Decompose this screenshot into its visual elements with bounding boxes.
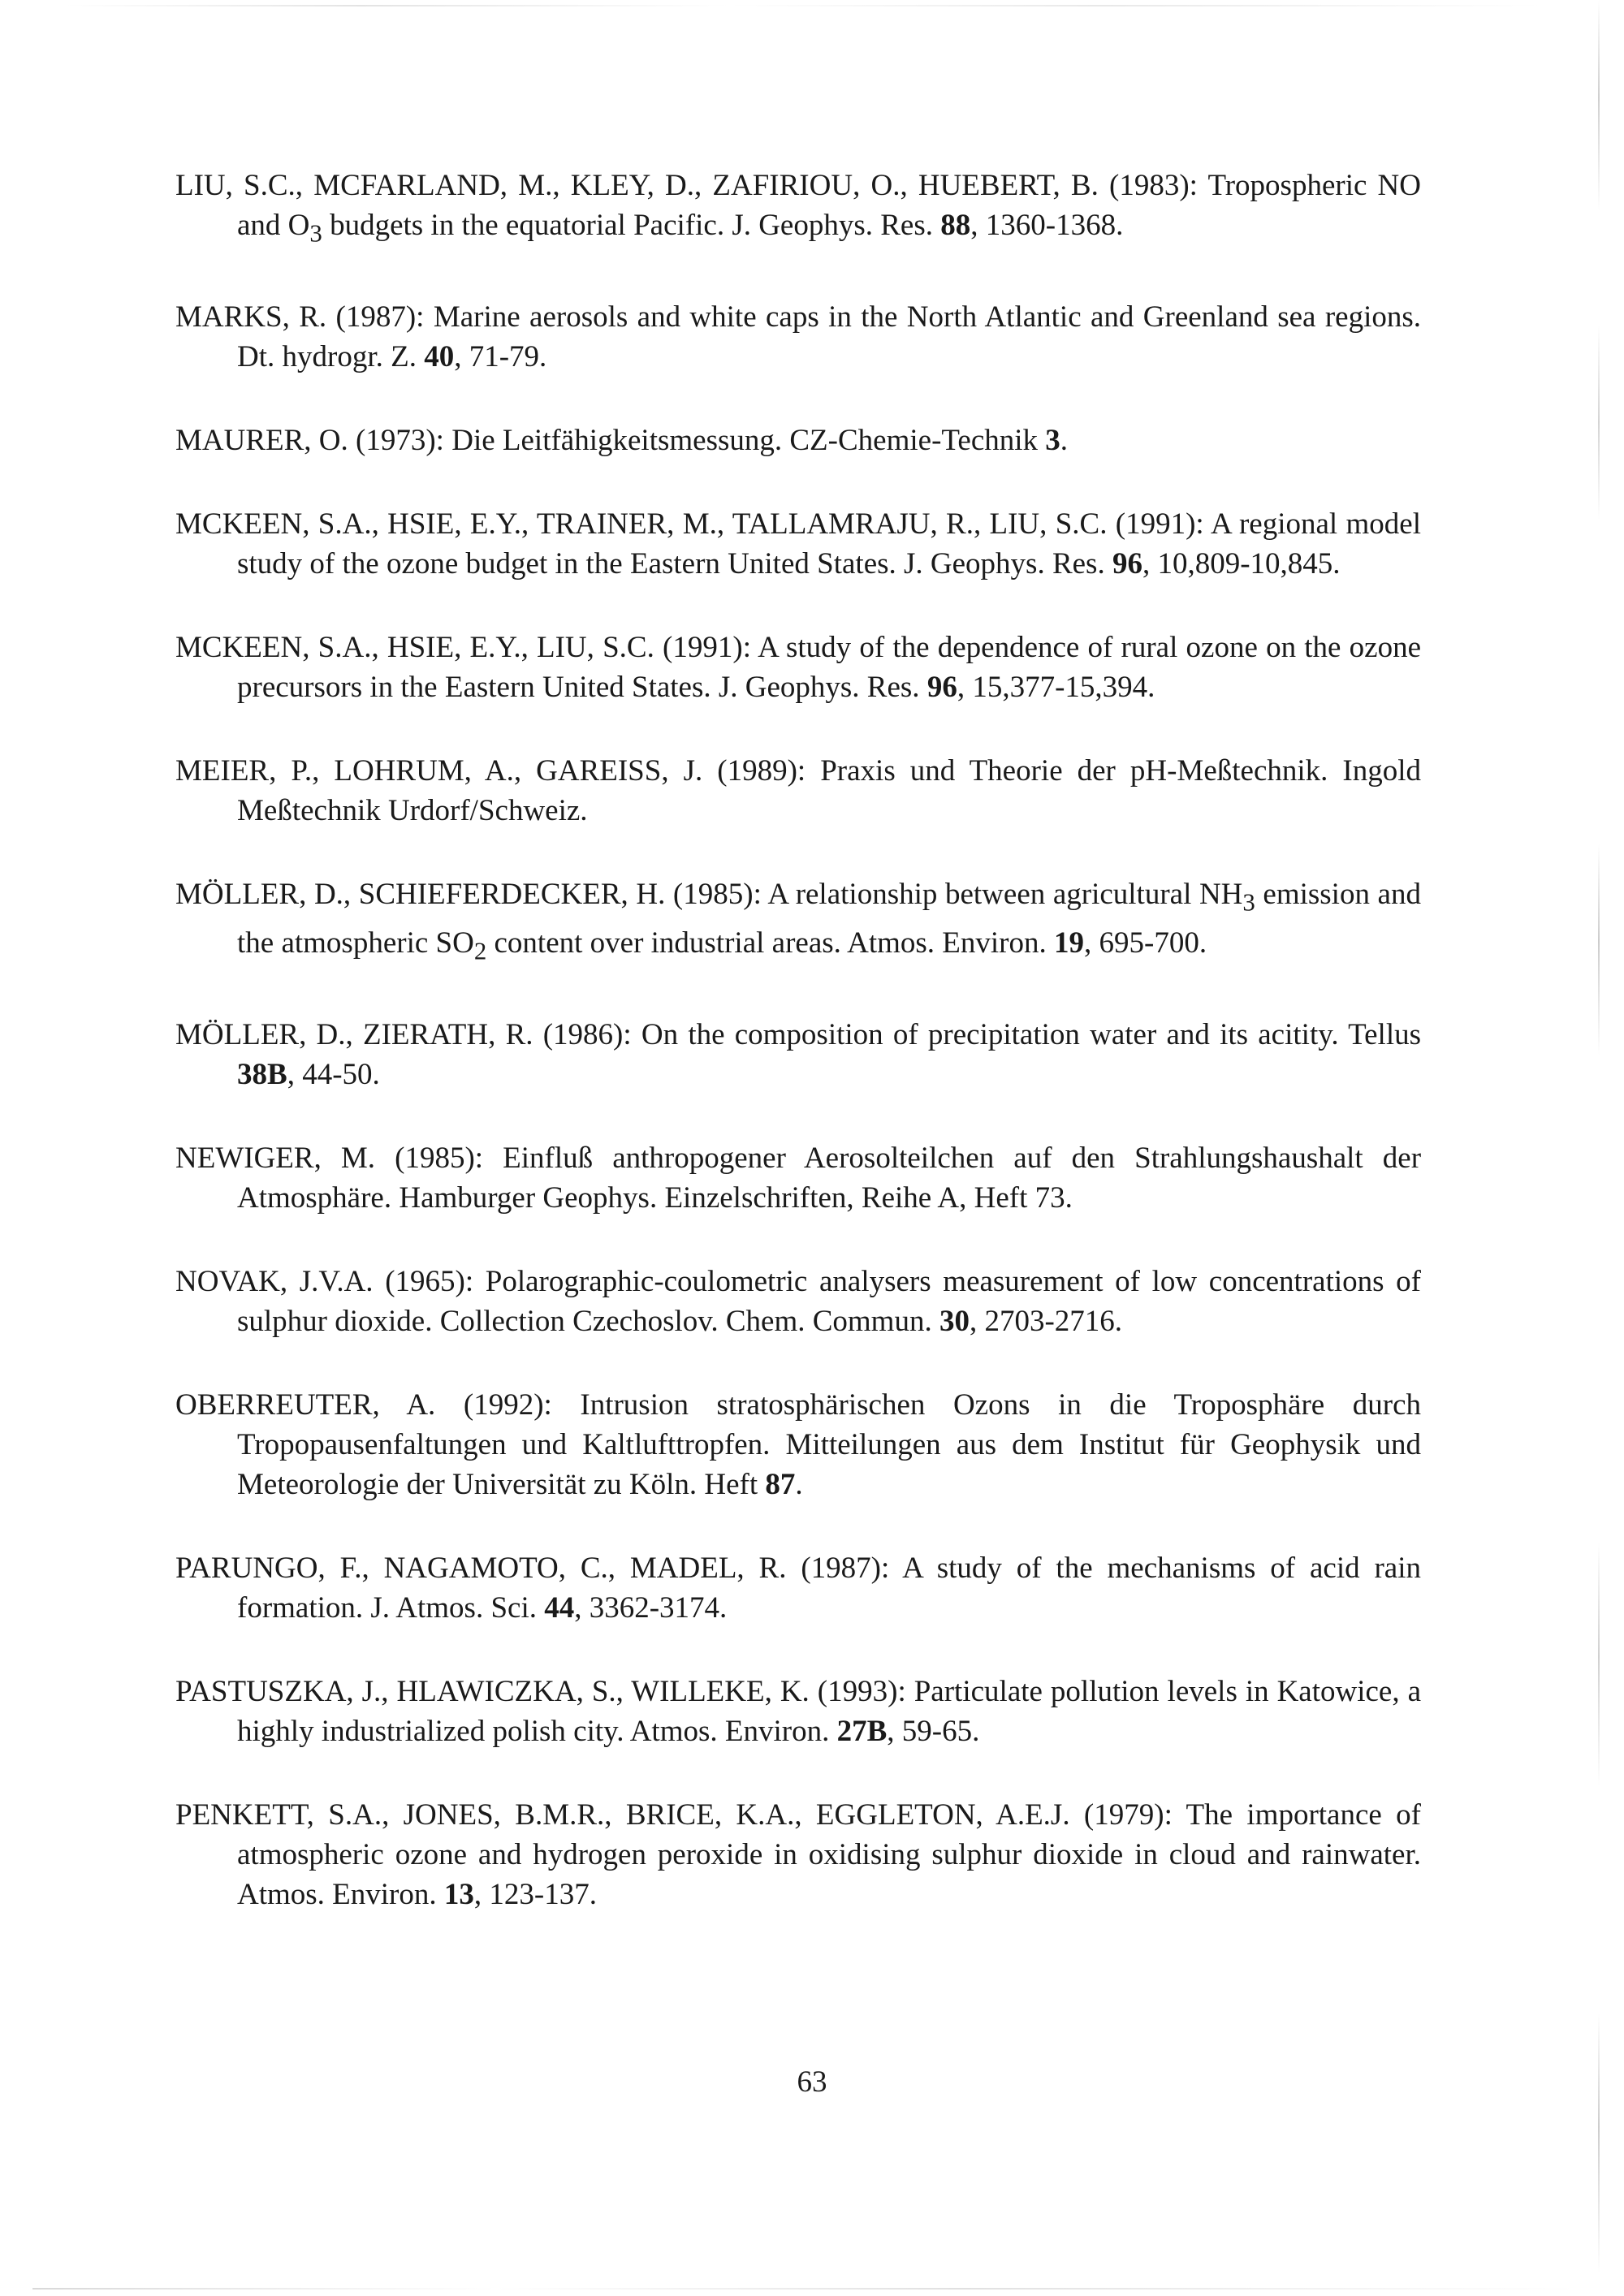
reference-authors: LIU, S.C., MCFARLAND, M., KLEY, D., ZAFIRIOU, O., HUEBERT, B. xyxy=(175,169,1099,202)
reference-year: (1989): xyxy=(717,754,806,788)
reference-year: (1992): xyxy=(463,1388,552,1422)
reference-pages: , 2703-2716. xyxy=(969,1305,1123,1339)
reference-pages: . xyxy=(1060,424,1069,458)
reference-title: A study of the mechanisms of acid rain formation. J. Atmos. Sci. xyxy=(237,1552,1421,1625)
reference-year: (1991): xyxy=(663,631,751,665)
reference-title: Praxis und Theorie der pH-Meßtechnik. Ingold Meßtechnik Urdorf/Schweiz. xyxy=(237,754,1422,828)
reference-authors: MCKEEN, S.A., HSIE, E.Y., LIU, S.C. xyxy=(175,631,654,665)
reference-entry xyxy=(175,1548,1421,1628)
reference-year: (1973): xyxy=(356,424,444,458)
scan-artifact-right xyxy=(1598,0,1600,2296)
reference-year: (1991): xyxy=(1115,507,1204,542)
reference-title: Tropospheric NO and O xyxy=(237,169,1422,242)
reference-authors: NOVAK, J.V.A. xyxy=(175,1265,374,1299)
reference-pages: . xyxy=(795,1468,803,1502)
reference-title: Polarographic-coulometric analysers measurement of low concentrations of sulphur dioxide. Collection Czechoslov. Chem. Commun. xyxy=(237,1265,1421,1339)
reference-authors: PARUNGO, F., NAGAMOTO, C., MADEL, R. xyxy=(175,1552,787,1586)
reference-pages: , 44-50. xyxy=(287,1058,380,1092)
reference-entry xyxy=(175,1672,1421,1751)
reference-volume: 96 xyxy=(926,671,957,705)
reference-entry xyxy=(175,1015,1421,1094)
reference-pages: , 10,809-10,845. xyxy=(1142,547,1341,581)
reference-volume: 44 xyxy=(544,1591,575,1625)
reference-pages: , 15,377-15,394. xyxy=(957,671,1155,705)
reference-title: A regional model study of the ozone budget in the Eastern United States. J. Geophys. Res. xyxy=(237,507,1422,581)
reference-authors: MCKEEN, S.A., HSIE, E.Y., TRAINER, M., TALLAMRAJU, R., LIU, S.C. xyxy=(175,507,1108,542)
reference-title: The importance of atmospheric ozone and hydrogen peroxide in oxidising sulphur dioxide in cloud and rainwater. Atmos. Environ. xyxy=(237,1798,1421,1912)
reference-entry xyxy=(175,297,1421,377)
reference-volume: 13 xyxy=(443,1878,474,1912)
reference-authors: MARKS, R. xyxy=(175,300,327,334)
reference-pages: , 695-700. xyxy=(1084,926,1207,960)
reference-authors: OBERREUTER, A. xyxy=(175,1388,436,1422)
subscript: 3 xyxy=(309,219,322,248)
reference-authors: MAURER, O. xyxy=(175,424,348,458)
reference-pages: , 123-137. xyxy=(473,1878,597,1912)
reference-authors: NEWIGER, M. xyxy=(175,1142,376,1176)
reference-authors: PENKETT, S.A., JONES, B.M.R., BRICE, K.A., EGGLETON, A.E.J. xyxy=(175,1798,1070,1832)
reference-authors: PASTUSZKA, J., HLAWICZKA, S., WILLEKE, K. xyxy=(175,1675,810,1709)
reference-title: Einfluß anthropogener Aerosolteilchen auf den Strahlungshaushalt der Atmosphäre. Hamburger Geophys. Einzelschriften, Reihe A, Heft 73. xyxy=(237,1142,1422,1215)
reference-title: A relationship between agricultural NH xyxy=(767,878,1243,912)
reference-pages: , 59-65. xyxy=(887,1715,980,1749)
reference-authors: MÖLLER, D., SCHIEFERDECKER, H. xyxy=(175,878,666,912)
reference-entry xyxy=(175,1385,1421,1504)
reference-entry xyxy=(175,874,1421,971)
reference-entry xyxy=(175,1262,1421,1341)
reference-year: (1985): xyxy=(672,878,762,912)
reference-year: (1965): xyxy=(385,1265,474,1299)
reference-year: (1987): xyxy=(801,1552,890,1586)
page-number: 63 xyxy=(797,2065,827,2099)
reference-year: (1986): xyxy=(542,1018,632,1052)
reference-volume: 19 xyxy=(1054,926,1084,960)
reference-list xyxy=(175,166,1421,1958)
reference-authors: MÖLLER, D., ZIERATH, R. xyxy=(175,1018,533,1052)
subscript: 3 xyxy=(1242,888,1255,917)
reference-title: Die Leitfähigkeitsmessung. CZ-Chemie-Technik xyxy=(451,424,1046,458)
reference-title: On the composition of precipitation water and its acitity. Tellus xyxy=(641,1018,1422,1052)
reference-volume: 40 xyxy=(424,340,455,374)
reference-volume: 87 xyxy=(765,1468,796,1502)
reference-title: budgets in the equatorial Pacific. J. Geophys. Res. xyxy=(322,209,941,242)
scan-artifact-bottom xyxy=(32,2288,1575,2290)
reference-volume: 88 xyxy=(940,209,971,242)
reference-title: Marine aerosols and white caps in the North Atlantic and Greenland sea regions. Dt. hydrogr. Z. xyxy=(237,300,1422,374)
reference-pages: , 3362-3174. xyxy=(574,1591,728,1625)
reference-volume: 27B xyxy=(836,1715,888,1749)
reference-title: Intrusion stratosphärischen Ozons in die Troposphäre durch Tropopausenfaltungen und Kaltlufttropfen. Mitteilungen aus dem Institut für Geophysik und Meteorologie der Universität zu Köln. Heft xyxy=(237,1388,1421,1502)
reference-entry xyxy=(175,1795,1421,1914)
reference-entry xyxy=(175,166,1421,253)
reference-volume: 3 xyxy=(1045,424,1060,458)
reference-title: content over industrial areas. Atmos. Environ. xyxy=(486,926,1054,960)
reference-authors: MEIER, P., LOHRUM, A., GAREISS, J. xyxy=(175,754,703,788)
reference-title: Particulate pollution levels in Katowice, a highly industrialized polish city. Atmos. Environ. xyxy=(237,1675,1422,1749)
reference-volume: 96 xyxy=(1112,547,1142,581)
reference-entry xyxy=(175,504,1421,584)
reference-title: A study of the dependence of rural ozone on the ozone precursors in the Eastern United States. J. Geophys. Res. xyxy=(237,631,1421,705)
reference-title: emission and the atmospheric SO xyxy=(237,878,1421,960)
reference-year: (1985): xyxy=(395,1142,484,1176)
reference-pages: , 1360-1368. xyxy=(970,209,1124,242)
reference-year: (1987): xyxy=(335,300,425,334)
reference-entry xyxy=(175,1138,1421,1218)
reference-year: (1983): xyxy=(1109,169,1198,202)
reference-pages: , 71-79. xyxy=(454,340,547,374)
subscript: 2 xyxy=(473,937,487,965)
reference-year: (1979): xyxy=(1083,1798,1173,1832)
reference-entry xyxy=(175,421,1421,460)
reference-year: (1993): xyxy=(817,1675,906,1709)
reference-volume: 30 xyxy=(939,1305,970,1339)
reference-entry xyxy=(175,751,1421,831)
reference-volume: 38B xyxy=(237,1058,287,1092)
scan-artifact-top xyxy=(65,5,1543,6)
reference-entry xyxy=(175,628,1421,707)
